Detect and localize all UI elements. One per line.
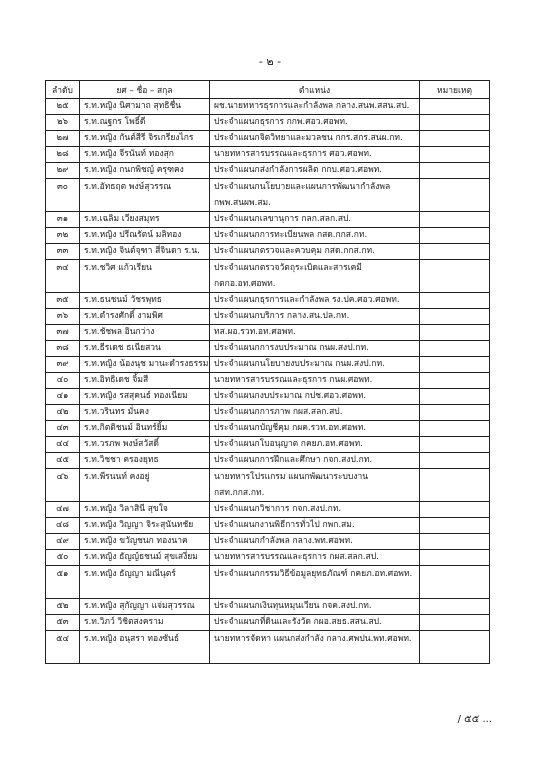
row-number: ๔๓: [46, 421, 80, 437]
row-name: ร.ท.ดำรงศักดิ์ งามพิศ: [80, 309, 210, 325]
row-position: นายทหารโปรแกรม แผนกพัฒนาระบบงาน กสท.กกส.กท.: [210, 469, 420, 502]
table-row: [46, 179, 490, 212]
row-number: ๒๗: [46, 131, 80, 147]
row-remark: [420, 518, 490, 534]
row-number: ๓๘: [46, 341, 80, 357]
table-row: [46, 502, 490, 518]
row-number: ๔๔: [46, 437, 80, 453]
table-row: [46, 325, 490, 341]
row-name: ร.ท.หญิง ปรีณรัตน์ มลิทอง: [80, 228, 210, 244]
row-name: ร.ท.หญิง จินต์จุฑา สี่จินดา ร.น.: [80, 244, 210, 260]
row-name: ร.ท.วิชชา ครองยุทธ: [80, 453, 210, 469]
row-number: ๕๓: [46, 615, 80, 631]
row-remark: [420, 566, 490, 599]
row-number: ๔๖: [46, 469, 80, 502]
table-row: [46, 115, 490, 131]
row-remark: [420, 599, 490, 615]
row-number: ๓๓: [46, 244, 80, 260]
row-remark: [420, 469, 490, 502]
row-position: ประจำแผนกโบอนุญาต กคยภ.อท.ศอพท.: [210, 437, 420, 453]
table-row: [46, 615, 490, 631]
row-name: ร.ท.ชวิศ แก้วเรียน: [80, 260, 210, 293]
table-row: [46, 228, 490, 244]
table-row: [46, 131, 490, 147]
table-row: [46, 341, 490, 357]
row-remark: [420, 389, 490, 405]
row-position: ประจำแผนกเงินทุนหมุนเวียน กจค.สงป.กท.: [210, 599, 420, 615]
table-row: [46, 373, 490, 389]
row-position: นายทหารสารบรรณและธุรการ กผส.สลก.สป.: [210, 550, 420, 566]
row-position: นายทหารสารบรรณและธุรการ กนผ.ศอพท.: [210, 373, 420, 389]
row-position: ประจำแผนกตรวจและควบคุม กสด.กกส.กท.: [210, 244, 420, 260]
row-number: ๕๒: [46, 599, 80, 615]
header-remark: หมายเหตุ: [420, 81, 490, 99]
row-number: ๒๖: [46, 115, 80, 131]
row-number: ๔๐: [46, 373, 80, 389]
row-position: ประจำแผนกกรรมวิธีข้อมูลยุทธภัณฑ์ กคยภ.อท.ศอพท.: [210, 566, 420, 599]
row-number: ๓๐: [46, 179, 80, 212]
row-name: ร.ท.หญิง ธัญญา มณีนุตร์: [80, 566, 210, 599]
row-position: ประจำแผนกบริการ กลาง.สน.ปล.กท.: [210, 309, 420, 325]
row-position: ผช.นายทหารธุรการและกำลังพล กลาง.สนพ.สสน.สป.: [210, 99, 420, 115]
row-position: ประจำแผนกงบประมาณ กปช.ศอว.ศอพท.: [210, 389, 420, 405]
row-remark: [420, 115, 490, 131]
row-remark: [420, 502, 490, 518]
row-name: ร.ท.อิทธิเดช จิ้มสี: [80, 373, 210, 389]
row-remark: [420, 421, 490, 437]
row-position: ประจำแผนกธุรการและกำลังพล รง.ปค.ศอว.ศอพท.: [210, 293, 420, 309]
row-name: ร.ท.พีรนนท์ คงอยู่: [80, 469, 210, 502]
row-remark: [420, 228, 490, 244]
row-number: ๒๘: [46, 147, 80, 163]
row-name: ร.ท.วรภพ พงษ์สวัสดิ์: [80, 437, 210, 453]
row-remark: [420, 550, 490, 566]
row-position: ประจำแผนกการฝึกและศึกษา กจก.สงป.กท.: [210, 453, 420, 469]
row-number: ๔๗: [46, 502, 80, 518]
row-name: ร.ท.ธีรเดช ธเนียสวน: [80, 341, 210, 357]
row-name: ร.ท.เฉลิม เวียงสมุทร: [80, 212, 210, 228]
row-remark: [420, 179, 490, 212]
row-position: ประจำแผนกวิชาการ กจก.สงป.กท.: [210, 502, 420, 518]
row-name: ร.ท.วิภว์ วิชิตสงคราม: [80, 615, 210, 631]
row-remark: [420, 341, 490, 357]
row-position: ประจำแผนกการภาพ กผส.สลก.สป.: [210, 405, 420, 421]
row-number: ๓๑: [46, 212, 80, 228]
row-remark: [420, 244, 490, 260]
row-position: ประจำแผนกธุรการ กกพ.ศอว.ศอพท.: [210, 115, 420, 131]
row-name: ร.ท.หญิง รสสุคนธ์ ทองเนียม: [80, 389, 210, 405]
row-position: ประจำแผนกเลขานุการ กลก.สลก.สป.: [210, 212, 420, 228]
row-name: ร.ท.กิตติชนม์ อินทร์ยิ้ม: [80, 421, 210, 437]
row-remark: [420, 631, 490, 664]
row-number: ๔๑: [46, 389, 80, 405]
row-position: ประจำแผนกส่งกำลังการผลิต กกบ.ศอว.ศอพท.: [210, 163, 420, 179]
table-row: [46, 293, 490, 309]
row-position: ประจำแผนกการงบประมาณ กนผ.สงป.กท.: [210, 341, 420, 357]
header-no: ลำดับ: [46, 81, 80, 99]
row-number: ๔๙: [46, 534, 80, 550]
row-number: ๓๗: [46, 325, 80, 341]
row-number: ๒๙: [46, 163, 80, 179]
row-number: ๔๘: [46, 518, 80, 534]
row-name: ร.ท.หญิง ขวัญชนก ทองนาค: [80, 534, 210, 550]
table-row: [46, 357, 490, 373]
table-row: [46, 405, 490, 421]
row-name: ร.ท.หญิง อนุสรา ทองซันธ์: [80, 631, 210, 664]
table-row: [46, 534, 490, 550]
row-position: ประจำแผนกที่ดินและรังวัด กผอ.สยธ.สสน.สป.: [210, 615, 420, 631]
row-number: ๓๒: [46, 228, 80, 244]
row-number: ๓๔: [46, 260, 80, 293]
table-row: [46, 469, 490, 502]
row-position: ประจำแผนกจิตวิทยาและมวลชน กกร.สกร.สนผ.กท.: [210, 131, 420, 147]
row-name: ร.ท.หญิง กันต์สีรี จิรเกรียงไกร: [80, 131, 210, 147]
row-name: ร.ท.หญิง จีรนันท์ ทองสุก: [80, 147, 210, 163]
row-number: ๕๔: [46, 631, 80, 664]
table-header-row: [46, 81, 490, 99]
continuation-note: / ๕๕ ...: [457, 714, 492, 725]
row-name: ร.ท.อัทธฤต พงษ์สุวรรณ: [80, 179, 210, 212]
row-number: ๒๕: [46, 99, 80, 115]
table-row: [46, 421, 490, 437]
row-remark: [420, 405, 490, 421]
row-number: ๕๑: [46, 566, 80, 599]
row-name: ร.ท.หญิง วิลาสินี สุขใจ: [80, 502, 210, 518]
row-remark: [420, 615, 490, 631]
row-number: ๓๙: [46, 357, 80, 373]
row-remark: [420, 99, 490, 115]
row-remark: [420, 437, 490, 453]
row-remark: [420, 163, 490, 179]
table-row: [46, 309, 490, 325]
row-name: ร.ท.หญิง วิญญา จิระสุนันทชัย: [80, 518, 210, 534]
row-name: ร.ท.วรินทร มั่นคง: [80, 405, 210, 421]
row-position: ประจำแผนกนโยบายงบประมาณ กนผ.สงป.กท.: [210, 357, 420, 373]
table-row: [46, 99, 490, 115]
table-row: [46, 518, 490, 534]
row-name: ร.ท.หญิง กนกพิชญ์ ครุฑคง: [80, 163, 210, 179]
table-row: [46, 566, 490, 599]
table-row: [46, 244, 490, 260]
row-position: ประจำแผนกการทะเบียนพล กสด.กกส.กท.: [210, 228, 420, 244]
table-row: [46, 453, 490, 469]
row-position: ประจำแผนกตรวจวัตถุระเบิดและสารเคมี กตกอ.อท.ศอพท.: [210, 260, 420, 293]
row-remark: [420, 147, 490, 163]
row-remark: [420, 212, 490, 228]
row-position: นายทหารสารบรรณและธุรการ ศอว.ศอพท.: [210, 147, 420, 163]
table-row: [46, 599, 490, 615]
row-position: ประจำแผนกงานพิธีการทั่วไป กพก.สม.: [210, 518, 420, 534]
row-remark: [420, 357, 490, 373]
table-row: [46, 260, 490, 293]
row-remark: [420, 534, 490, 550]
row-remark: [420, 453, 490, 469]
row-remark: [420, 131, 490, 147]
row-name: ร.ท.ชัชพล อินกว่าง: [80, 325, 210, 341]
row-position: ทส.ผอ.รวท.อท.ศอพท.: [210, 325, 420, 341]
header-position: ตำแหน่ง: [210, 81, 420, 99]
personnel-table: [45, 80, 490, 664]
row-name: ร.ท.หญิง ธัญญ์ธชนม์ สุขเสงี่ยม: [80, 550, 210, 566]
table-row: [46, 212, 490, 228]
table-row: [46, 147, 490, 163]
row-number: ๔๒: [46, 405, 80, 421]
table-row: [46, 631, 490, 664]
row-remark: [420, 325, 490, 341]
row-number: ๕๐: [46, 550, 80, 566]
page-number: - ๒ -: [258, 55, 282, 68]
row-position: ประจำแผนกบัญชีคุม กผค.รวท.อท.ศอพท.: [210, 421, 420, 437]
row-name: ร.ท.ธนชนม์ วัชรพุทธ: [80, 293, 210, 309]
row-name: ร.ท.หญิง สุกัญญา แจ่มสุวรรณ: [80, 599, 210, 615]
row-position: ประจำแผนกนโยบายและแผนการพัฒนากำลังพล กพพ.สนผพ.สม.: [210, 179, 420, 212]
row-name: ร.ท.ณฐกร โพธิ์ดี: [80, 115, 210, 131]
row-remark: [420, 373, 490, 389]
table-row: [46, 550, 490, 566]
row-position: ประจำแผนกกำลังพล กลาง.พท.ศอพท.: [210, 534, 420, 550]
row-number: ๔๕: [46, 453, 80, 469]
table-row: [46, 437, 490, 453]
row-remark: [420, 293, 490, 309]
row-position: นายทหารจัดหา แผนกส่งกำลัง กลาง.ศพปน.พท.ศอพท.: [210, 631, 420, 664]
table-row: [46, 389, 490, 405]
row-remark: [420, 260, 490, 293]
row-number: ๓๕: [46, 293, 80, 309]
header-name: ยศ – ชื่อ – สกุล: [80, 81, 210, 99]
row-remark: [420, 309, 490, 325]
row-number: ๓๖: [46, 309, 80, 325]
row-name: ร.ท.หญิง น้องนุช มานะดำรงธรรม: [80, 357, 210, 373]
row-name: ร.ท.หญิง นิศามาถ สุทธิชื่น: [80, 99, 210, 115]
table-row: [46, 163, 490, 179]
